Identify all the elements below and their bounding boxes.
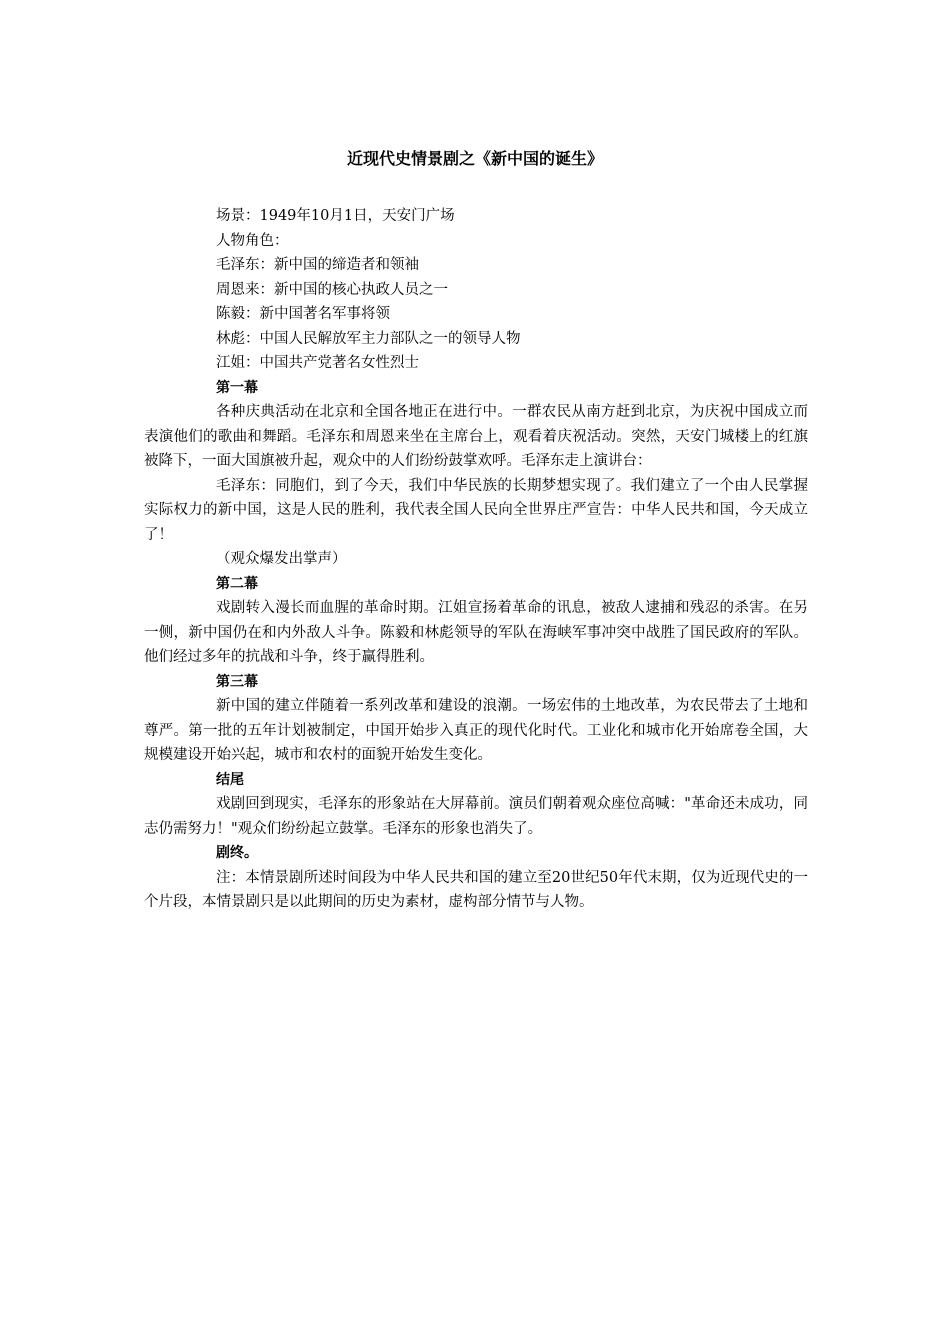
- act2-heading: 第二幕: [216, 575, 258, 592]
- footnote: 注：本情景剧所述时间段为中华人民共和国的建立至20世纪50年代末期，仅为近现代史的一个片段，本情景剧只是以此期间的历史为素材，虚构部分情节与人物。: [144, 869, 808, 910]
- act1-narration: 各种庆典活动在北京和全国各地正在进行中。一群农民从南方赶到北京，为庆祝中国成立而表演他们的歌曲和舞蹈。毛泽东和周恩来坐在主席台上，观看着庆祝活动。突然，天安门城楼上的红旗被降下，一面大国旗被升起，观众中的人们纷纷鼓掌欢呼。毛泽东走上演讲台：: [144, 404, 808, 469]
- act1-stage-direction: （观众爆发出掌声）: [216, 551, 347, 567]
- role-item: 江姐：中国共产党著名女性烈士: [216, 355, 419, 371]
- document-title: 近现代史情景剧之《新中国的诞生》: [346, 149, 603, 168]
- ending-narration: 戏剧回到现实，毛泽东的形象站在大屏幕前。演员们朝着观众座位高喊："革命还未成功，同志仍需努力！"观众们纷纷起立鼓掌。毛泽东的形象也消失了。: [144, 796, 808, 837]
- document-body: [144, 204, 808, 915]
- role-item: 毛泽东：新中国的缔造者和领袖: [216, 257, 419, 273]
- ending-heading: 结尾: [216, 771, 244, 788]
- act2-narration: 戏剧转入漫长而血腥的革命时期。江姐宣扬着革命的讯息，被敌人逮捕和残忍的杀害。在另一侧，新中国仍在和内外敌人斗争。陈毅和林彪领导的军队在海峡军事冲突中战胜了国民政府的军队。他们经过多年的抗战和斗争，终于赢得胜利。: [144, 600, 808, 665]
- scene-line: 场景：1949年10月1日，天安门广场: [216, 208, 455, 224]
- act3-narration: 新中国的建立伴随着一系列改革和建设的浪潮。一场宏伟的土地改革，为农民带去了土地和尊严。第一批的五年计划被制定，中国开始步入真正的现代化时代。工业化和城市化开始席卷全国，大规模建设开始兴起，城市和农村的面貌开始发生变化。: [144, 698, 808, 763]
- role-item: 陈毅：新中国著名军事将领: [216, 306, 390, 322]
- act3-heading: 第三幕: [216, 673, 258, 690]
- roles-label: 人物角色：: [216, 232, 289, 249]
- finale-heading: 剧终。: [216, 845, 258, 861]
- act1-speech: 毛泽东：同胞们，到了今天，我们中华民族的长期梦想实现了。我们建立了一个由人民掌握实际权力的新中国，这是人民的胜利，我代表全国人民向全世界庄严宣告：中华人民共和国，今天成立了！: [144, 477, 808, 543]
- role-item: 周恩来：新中国的核心执政人员之一: [216, 281, 448, 298]
- role-item: 林彪：中国人民解放军主力部队之一的领导人物: [216, 330, 521, 347]
- act1-heading: 第一幕: [216, 379, 258, 396]
